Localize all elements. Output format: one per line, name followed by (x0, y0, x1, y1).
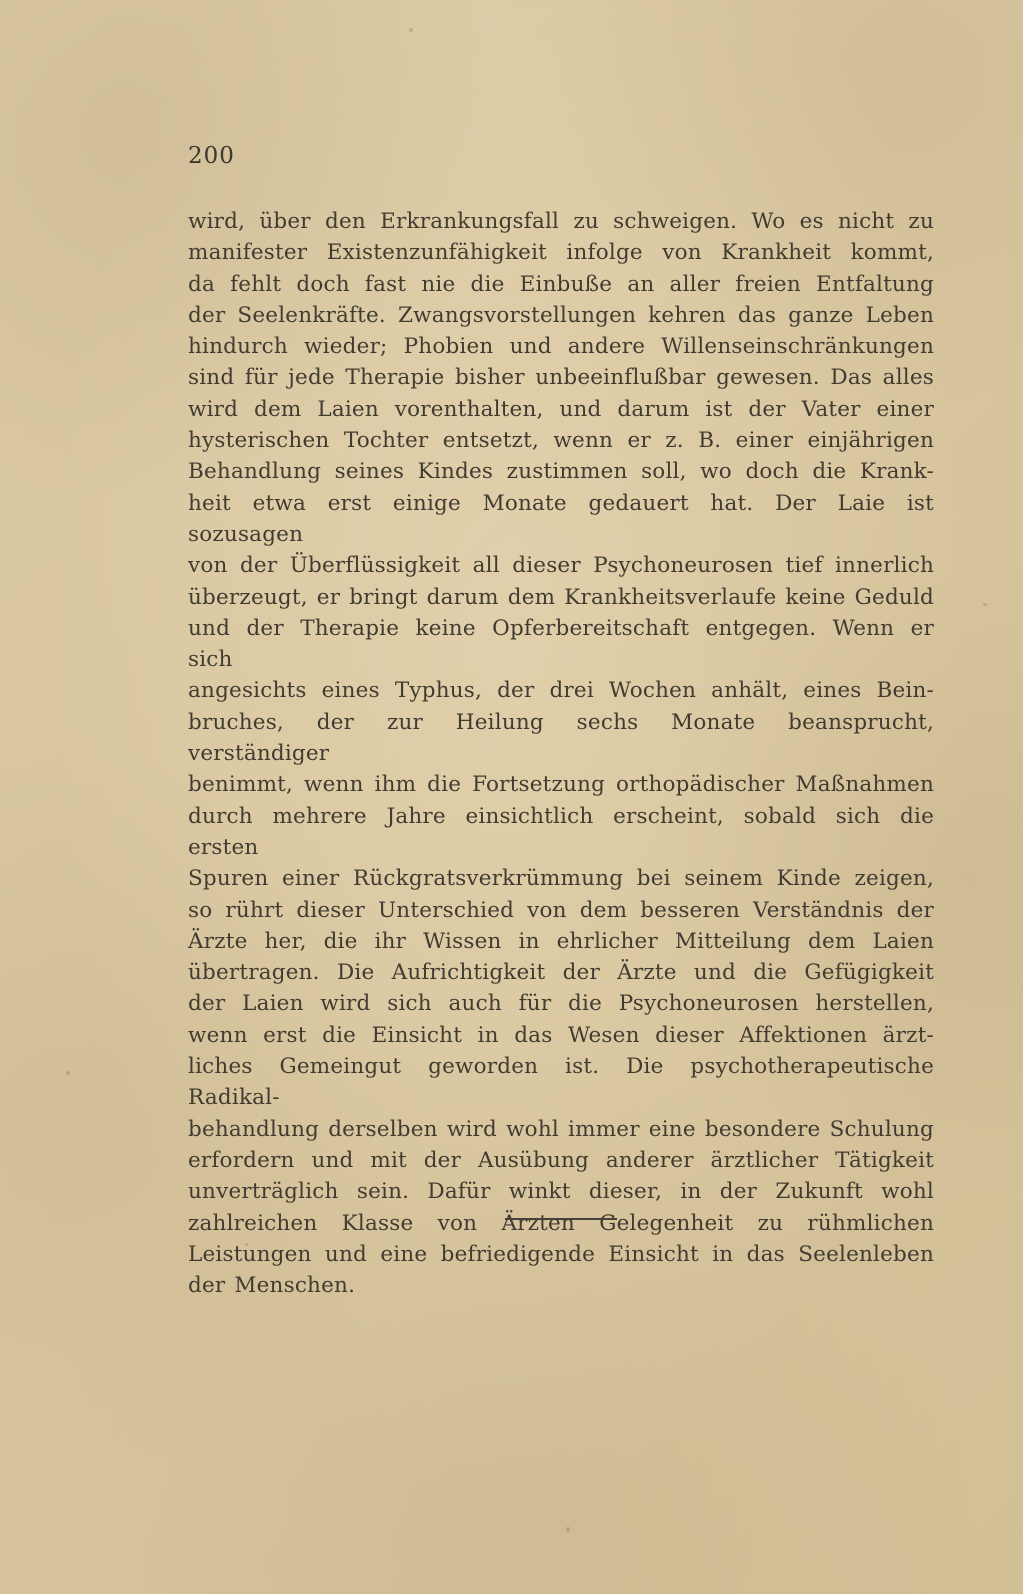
text-line: hindurch wieder; Phobien und andere Willenseinschränkungen (188, 334, 934, 360)
text-line: da fehlt doch fast nie die Einbuße an aller freien Entfaltung (188, 271, 934, 297)
text-line: bruches, der zur Heilung sechs Monate beansprucht, verständiger (188, 709, 934, 767)
paper-speck (245, 1243, 248, 1246)
text-line: übertragen. Die Aufrichtigkeit der Ärzte und die Gefügigkeit (188, 960, 934, 986)
text-line: wird, über den Erkrankungsfall zu schweigen. Wo es nicht zu (188, 209, 934, 234)
text-line: Leistungen und eine befriedigende Einsicht in das Seelenleben (188, 1241, 934, 1267)
paragraph (188, 206, 934, 1301)
text-line: wird dem Laien vorenthalten, und darum ist der Vater einer (188, 396, 934, 422)
text-line: unverträglich sein. Dafür winkt dieser, in der Zukunft wohl (188, 1179, 934, 1205)
text-line: zahlreichen Klasse von Ärzten Gelegenheit zu rühmlichen (188, 1210, 934, 1236)
paper-speck (66, 1071, 70, 1075)
text-line: durch mehrere Jahre einsichtlich erscheint, sobald sich die ersten (188, 803, 934, 860)
text-line: der Seelenkräfte. Zwangsvorstellungen kehren das ganze Leben (188, 302, 934, 328)
text-line: überzeugt, er bringt darum dem Krankheitsverlaufe keine Geduld (188, 584, 934, 610)
text-line: so rührt dieser Unterschied von dem besseren Verständnis der (188, 897, 934, 923)
section-divider (505, 1218, 617, 1220)
text-line: von der Überflüssigkeit all dieser Psychoneurosen tief innerlich (188, 553, 934, 579)
paper-speck (566, 1527, 570, 1532)
text-line: der Laien wird sich auch für die Psychoneurosen herstellen, (188, 991, 934, 1017)
text-line: der Menschen. (188, 1273, 356, 1299)
paper-speck (983, 603, 987, 606)
text-line: wenn erst die Einsicht in das Wesen dieser Affektionen ärzt- (188, 1022, 934, 1048)
text-line: Ärzte her, die ihr Wissen in ehrlicher Mitteilung dem Laien (188, 928, 934, 954)
text-line: benimmt, wenn ihm die Fortsetzung orthopädischer Maßnahmen (188, 772, 934, 798)
text-line: erfordern und mit der Ausübung anderer ärztlicher Tätigkeit (188, 1147, 934, 1173)
page-number: 200 (188, 143, 235, 169)
text-line: hysterischen Tochter entsetzt, wenn er z. B. einer einjährigen (188, 428, 934, 454)
paper-speck (409, 28, 413, 32)
text-line: angesichts eines Typhus, der drei Wochen anhält, eines Bein- (188, 678, 934, 704)
text-line: heit etwa erst einige Monate gedauert hat. Der Laie ist sozusagen (188, 490, 934, 547)
text-line: und der Therapie keine Opferbereitschaft entgegen. Wenn er sich (188, 615, 934, 673)
text-line: Behandlung seines Kindes zustimmen soll, wo doch die Krank- (188, 459, 934, 485)
text-line: manifester Existenzunfähigkeit infolge von Krankheit kommt, (188, 240, 934, 266)
text-line: liches Gemeingut geworden ist. Die psychotherapeutische Radikal- (188, 1054, 934, 1111)
text-line: Spuren einer Rückgratsverkrümmung bei seinem Kinde zeigen, (188, 866, 934, 892)
text-line: sind für jede Therapie bisher unbeeinflußbar gewesen. Das alles (188, 365, 934, 391)
text-line: behandlung derselben wird wohl immer eine besondere Schulung (188, 1116, 934, 1142)
